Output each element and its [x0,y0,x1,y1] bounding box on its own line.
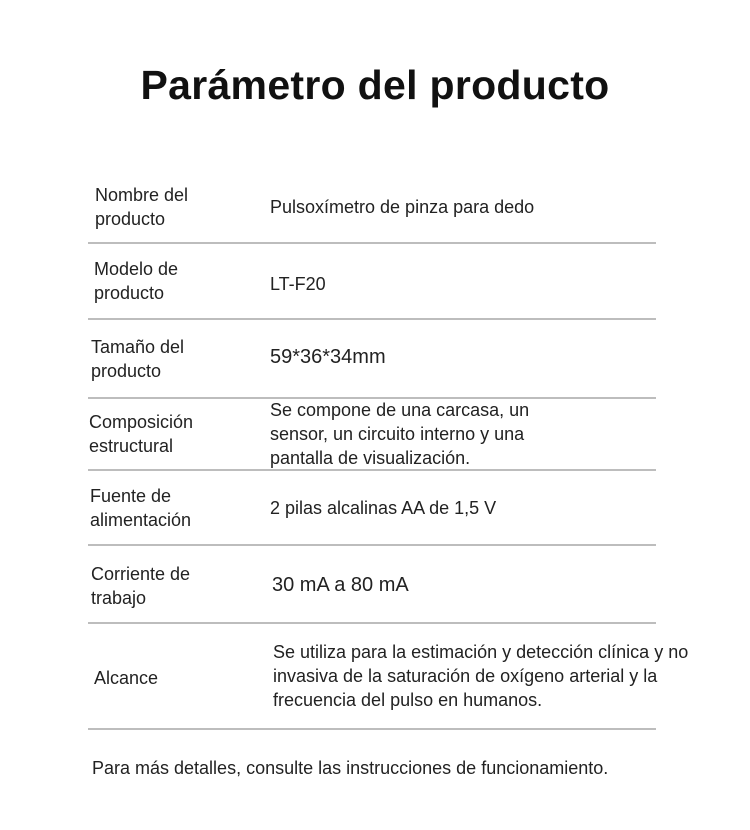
row-label: Composición estructural [89,412,194,456]
row-value: 59*36*34mm [270,346,386,368]
row-label: Corriente de trabajo [91,564,191,608]
row-value: 2 pilas alcalinas AA de 1,5 V [270,498,497,518]
row-value: Pulsoxímetro de pinza para dedo [270,197,535,217]
row-label: Fuente de alimentación [90,486,192,530]
table-row-scope [88,624,689,730]
row-label: Modelo de producto [94,259,179,303]
table-row-composition [88,399,656,471]
row-value: Se compone de una carcasa, un sensor, un circuito interno y una pantalla de visualización. [270,400,530,468]
row-value: Se utiliza para la estimación y detección clínica y no invasiva de la saturación de oxígeno arterial y la frecuencia del pulso en humanos. [273,642,689,710]
row-label: Nombre del producto [95,185,189,229]
footer-note: Para más detalles, consulte las instrucciones de funcionamiento. [92,758,609,778]
table-row-power [88,471,656,546]
row-value: LT-F20 [270,274,326,294]
table-row-size [88,320,656,399]
table-row-name [88,172,656,244]
table-row-current [88,546,656,624]
row-label: Alcance [94,668,159,688]
table-row-model [88,244,656,320]
page-title: Parámetro del producto [140,62,610,108]
row-value: 30 mA a 80 mA [272,574,409,596]
row-label: Tamaño del producto [91,337,185,381]
